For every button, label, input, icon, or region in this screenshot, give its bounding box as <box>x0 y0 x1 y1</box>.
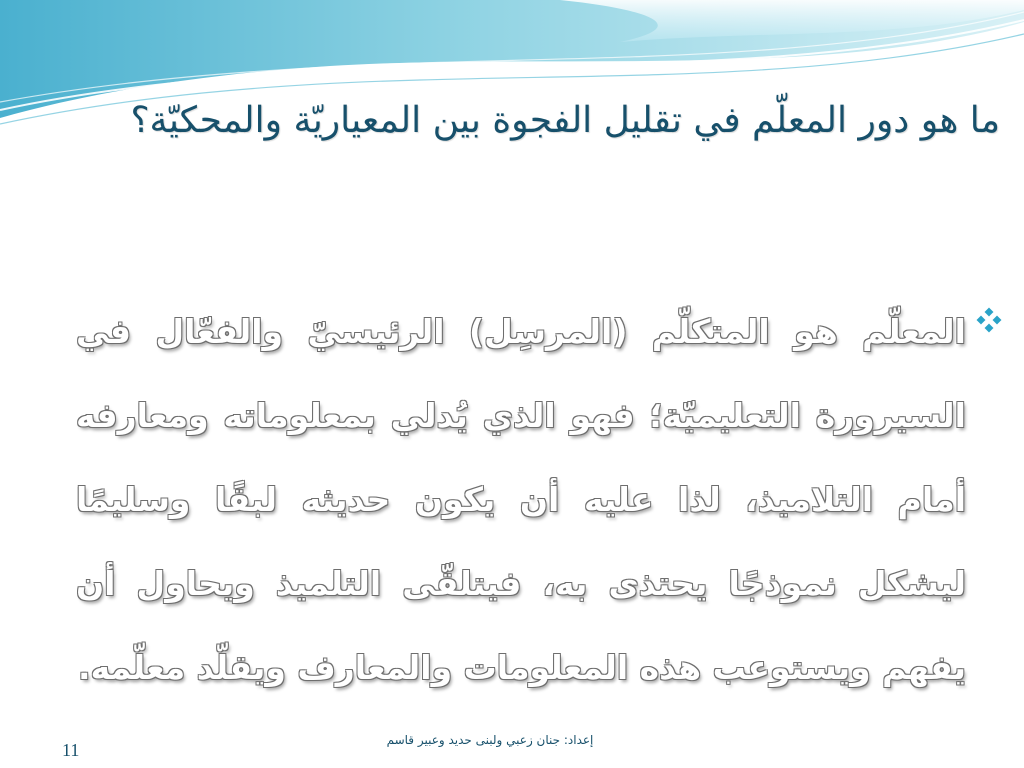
footer-author: إعداد: جنان زعبي ولبنى حديد وعبير قاسم <box>386 733 594 747</box>
page-number: 11 <box>62 740 80 760</box>
body-paragraph: المعلّم هو المتكلّم (المرسِل) الرئيسيّ والفعّال في السيرورة التعليميّة؛ فهو الذي يُدلي بمعلوماته ومعارفه أمام التلاميذ، لذا عليه أن يكون حديثه لبقًا وسليمًا ليشكل نموذجًا يحتذى به، فيتلقّى التلميذ ويحاول أن يفهم ويستوعب هذه المعلومات والمعارف ويقلّد معلّمه. <box>76 312 966 687</box>
diamond-cluster-bullet-icon <box>974 305 1004 335</box>
slide-title: ما هو دور المعلّم في تقليل الفجوة بين المعياريّة والمحكيّة؟ <box>130 100 1000 141</box>
